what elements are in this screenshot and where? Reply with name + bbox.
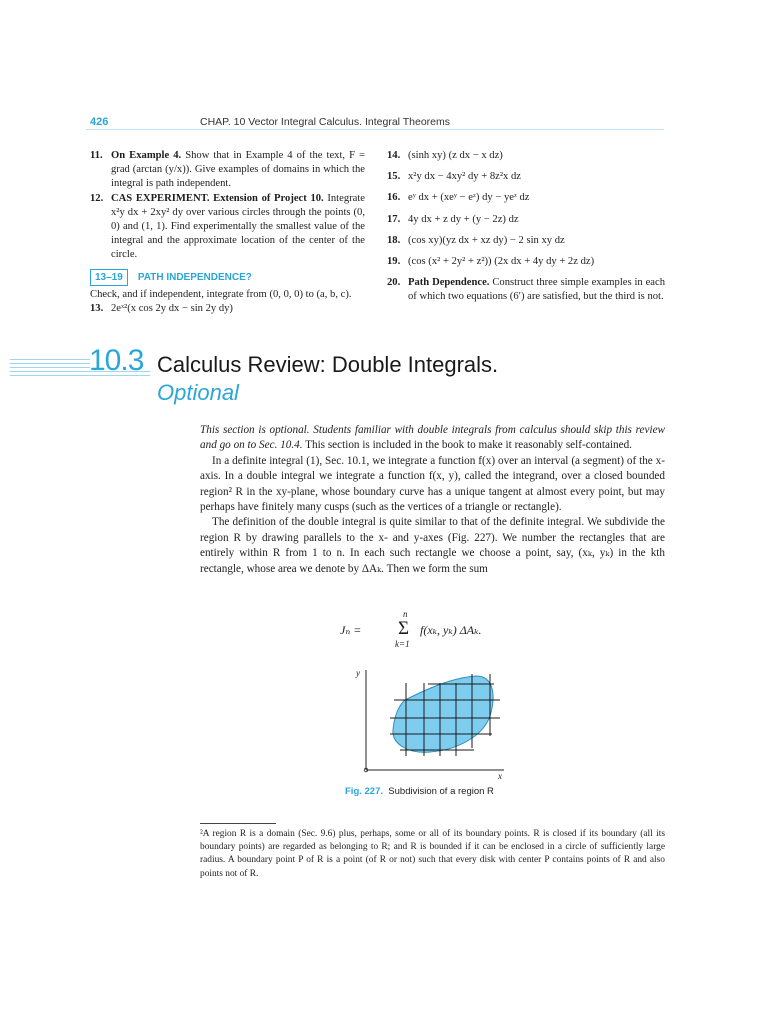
figure-caption-text: Subdivision of a region R — [388, 786, 494, 797]
heading-stripe — [10, 367, 90, 368]
section-number: 10.3 — [89, 344, 144, 377]
exercise-18 — [387, 234, 665, 248]
figure-227 — [350, 666, 510, 781]
problem-range-header — [90, 269, 365, 286]
exercise-number: 17. — [387, 213, 401, 225]
exercise-text: 4y dx + z dy + (y − 2z) dz — [408, 213, 519, 225]
exercise-text: x²y dx − 4xy² dy + 8z²x dz — [408, 171, 521, 183]
section-subtitle: Optional — [157, 380, 239, 405]
exercise-number: 18. — [387, 234, 401, 246]
exercise-number: 20. — [387, 277, 401, 289]
exercise-11 — [90, 149, 365, 192]
right-column — [387, 149, 665, 305]
footnote: ²A region R is a domain (Sec. 9.6) plus, perhaps, some or all of its boundary points. R is closed if its boundary (all its boundary points) are regarded as belonging to R; and R is bounded if it can be enclosed in a circle of sufficiently large radius. A boundary point P of R is a point (of R or not) such that every disk with center P contains points of R and also points not of R. — [200, 829, 665, 879]
figure-label: Fig. 227. — [345, 786, 384, 797]
exercise-title: Path Dependence. — [408, 277, 490, 289]
exercise-20 — [387, 276, 665, 304]
instruction-text: Check, and if independent, integrate from (0, 0, 0) to (a, b, c). — [90, 288, 352, 300]
exercise-number: 12. — [90, 192, 104, 204]
running-title: CHAP. 10 Vector Integral Calculus. Integral Theorems — [200, 116, 450, 128]
footnote-rule — [200, 823, 276, 824]
formula-upper-limit: n — [403, 609, 408, 619]
paragraph-2: In a definite integral (1), Sec. 10.1, we integrate a function f(x) over an interval (a segment) of the x-axis. In a double integral we integrate a function f(x, y), called the integrand, over a closed bounded region² R in the xy-plane, whose boundary curve has a unique tangent at almost every point, but may perhaps have finitely many cusps (such as the vertices of a triangle or rectangle). — [200, 454, 665, 514]
exercise-number: 11. — [90, 150, 103, 161]
paragraph-intro — [200, 423, 665, 454]
exercise-text: eʸ dx + (xeʸ − eᶻ) dy − yeᶻ dz — [408, 192, 530, 204]
exercise-number: 19. — [387, 256, 401, 268]
x-axis-label: x — [498, 771, 502, 781]
intro-italic: This section is optional. Students familiar with double integrals from calculus should skip this review and go on to Sec. 10.4. — [200, 424, 665, 452]
page-number: 426 — [90, 116, 109, 128]
exercise-text: (cos (x² + 2y² + z²)) (2x dx + 4y dy + 2z dz) — [408, 256, 595, 268]
exercise-17 — [387, 213, 665, 227]
exercise-14 — [387, 149, 665, 163]
problem-range-box: 13–19 — [90, 269, 128, 286]
formula-lhs: Jₙ = — [340, 623, 362, 637]
left-column — [90, 149, 365, 316]
exercise-text: (cos xy)(yz dx + xz dy) − 2 sin xy dz — [408, 234, 565, 246]
exercise-number: 14. — [387, 150, 401, 161]
exercise-number: 16. — [387, 192, 401, 204]
exercise-text: (sinh xy) (z dx − x dz) — [408, 150, 503, 161]
exercise-19 — [387, 255, 665, 269]
formula-lower-limit: k=1 — [395, 639, 410, 649]
header-rule — [86, 129, 664, 130]
exercise-text: Show that in Example 4 of the text, F = grad (arctan (y/x)). Give examples of domains in which the integral is path independent. — [111, 150, 365, 190]
exercise-15 — [387, 170, 665, 184]
y-axis-label: y — [356, 668, 360, 678]
sum-formula — [340, 609, 540, 652]
exercise-16 — [387, 191, 665, 205]
heading-stripe — [10, 359, 90, 360]
exercise-number: 15. — [387, 171, 401, 183]
heading-stripe — [10, 363, 90, 364]
exercise-text: Integrate x²y dx + 2xy² dy over various circles through the points (0, 0) and (1, 1). Find experimentally the smallest value of the integral and the approximate location of the center of the circle. — [111, 192, 365, 261]
exercise-13 — [90, 302, 365, 316]
body-text — [200, 423, 665, 577]
exercise-title: CAS EXPERIMENT. Extension of Project 10. — [111, 192, 324, 204]
figure-caption — [345, 786, 494, 797]
paragraph-3: The definition of the double integral is quite similar to that of the definite integral. We subdivide the region R by drawing parallels to the x- and y-axes (Fig. 227). We number the rectangles that are entirely within R from 1 to n. In each such rectangle we choose a point, say, (xₖ, yₖ) in the kth rectangle, whose area we denote by ΔAₖ. Then we form the sum — [200, 516, 665, 575]
exercise-12 — [90, 192, 365, 263]
exercise-text: Construct three simple examples in each of which two equations (6′) are satisfied, but the third is not. — [408, 277, 666, 303]
problem-range-title: PATH INDEPENDENCE? — [137, 271, 252, 283]
exercise-text: 2eˣ²(x cos 2y dx − sin 2y dy) — [111, 302, 233, 314]
exercise-title: On Example 4. — [111, 150, 182, 161]
section-title: Calculus Review: Double Integrals. — [157, 352, 499, 377]
intro-regular: This section is included in the book to make it reasonably self-contained. — [302, 439, 632, 452]
formula-sigma: Σ — [398, 618, 410, 639]
region-r — [393, 676, 493, 752]
exercise-number: 13. — [90, 302, 104, 314]
formula-rhs: f(xₖ, yₖ) ΔAₖ. — [420, 623, 482, 637]
